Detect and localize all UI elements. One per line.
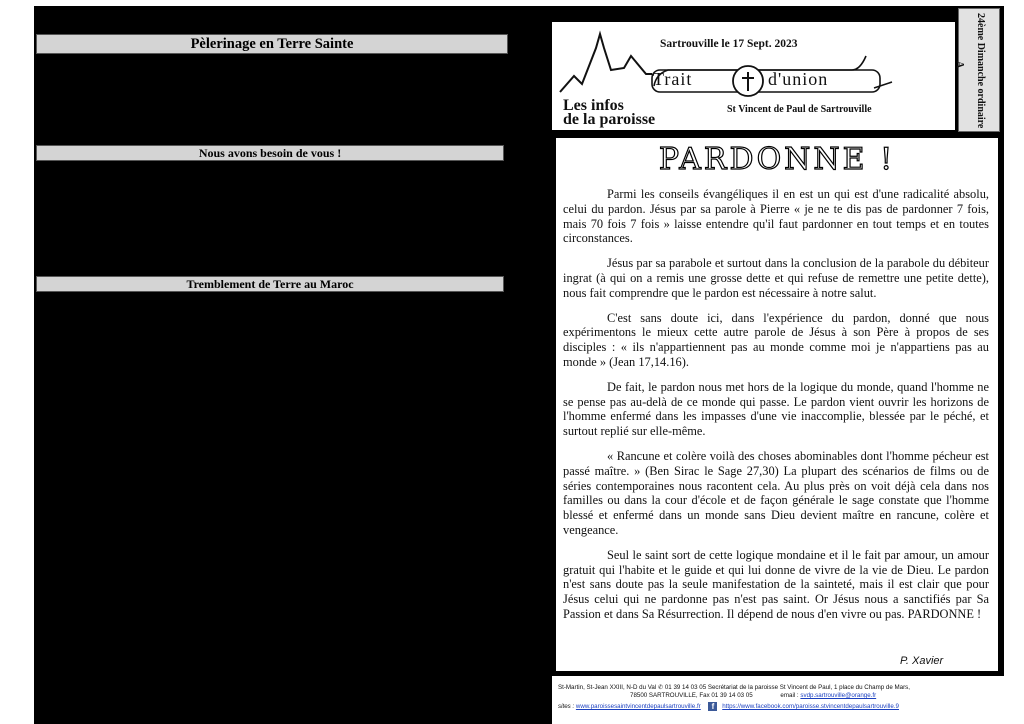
footer-email-label: email : bbox=[780, 692, 799, 699]
issue-date: Sartrouville le 17 Sept. 2023 bbox=[660, 38, 798, 50]
footer-sites-line bbox=[558, 702, 899, 712]
article-paragraph: De fait, le pardon nous met hors de la logique du monde, quand l'homme ne se pense pas au-delà de ce monde qui passe. Le pardon vient ouvrir les horizons de l'homme enfermé dans les impasses d'une vie inaccomplie, blessée par le péché, et surtout replié sur elle-même. bbox=[563, 379, 989, 439]
title-dunion: d'union bbox=[768, 69, 829, 89]
article-body bbox=[563, 187, 989, 632]
subtitle-line1: Les infos bbox=[563, 97, 624, 114]
article-paragraph: Jésus par sa parabole et surtout dans la conclusion de la parabole du débiteur ingrat (à qui on a remis une grosse dette et qui refuse de remettre une petite dette), nous fait comprendre que le pardon est nécessaire à notre salut. bbox=[563, 256, 989, 300]
footer-address-line: St-Martin, St-Jean XXIII, N-D du Val ✆ 01 39 14 03 05 Secrétariat de la paroisse St Vincent de Paul, 1 place du Champ de Mars, bbox=[558, 684, 910, 691]
footer-contact bbox=[552, 676, 1004, 724]
article-paragraph: C'est sans doute ici, dans l'expérience du pardon, donné que nous expérimentons le mieux cette autre parole de Jésus à son Père à propos de ses disciples : « ils n'appartiennent pas au monde comme moi je n'appartiens pas au monde » (Jean 17,14.16). bbox=[563, 310, 989, 369]
title-trait: Trait bbox=[653, 69, 693, 89]
footer-fax: 78500 SARTROUVILLE, Fax 01 39 14 03 05 bbox=[630, 692, 753, 699]
subtitle-line2: de la paroisse bbox=[563, 111, 656, 128]
left-redacted-panel bbox=[34, 6, 550, 724]
facebook-icon: f bbox=[708, 702, 717, 711]
section-title-pilgrimage: Pèlerinage en Terre Sainte bbox=[36, 34, 508, 54]
liturgical-year-letter: A bbox=[954, 61, 965, 69]
sunday-label: 24ème Dimanche ordinaire bbox=[975, 13, 986, 129]
article-paragraph: Seul le saint sort de cette logique mondaine et il le fait par amour, un amour gratuit qui l'habite et le guide et qui lui donne de vivre de la vie de Dieu. Le pardon n'est sans doute pas la seule manifestation de la sainteté, mais il est clair que pour Jésus celui qui ne pardonne pas n'est pas saint. Or Jésus nous a sanctifiés par Sa Passion et dans Sa Résurrection. Il dépend de nous d'en vivre ou pas. PARDONNE ! bbox=[563, 547, 989, 621]
section-title-earthquake: Tremblement de Terre au Maroc bbox=[36, 276, 504, 292]
article-paragraph: « Rancune et colère voilà des choses abominables dont l'homme pécheur est passé maître. » (Ben Sirac le Sage 27,30) La plupart des scénarios de films ou de séries contemporaines nous racontent cela. Au plus près on voit déjà cela dans nos familles ou dans la cour d'école et de façon générale le sage constate que l'homme blessé et enfermé dans un monde sans Dieu devient maître en rancune, colère et vengeance. bbox=[563, 448, 989, 537]
footer-sites-label: sites : bbox=[558, 703, 575, 711]
article-title: PARDONNE ! bbox=[658, 142, 896, 177]
footer-site-link[interactable]: www.paroissesaintvincentdepaulsartrouville.fr bbox=[575, 703, 701, 711]
parish-name: St Vincent de Paul de Sartrouville bbox=[727, 104, 872, 115]
liturgical-sunday-tab bbox=[954, 8, 1000, 132]
footer-fax-line bbox=[630, 692, 876, 701]
footer-email-link[interactable]: svdp.sartrouville@orange.fr bbox=[800, 692, 877, 699]
footer-facebook-link[interactable]: https://www.facebook.com/paroisse.stvincentdepaulsartrouville.9 bbox=[722, 703, 899, 711]
article-signature: P. Xavier bbox=[900, 655, 944, 667]
article-paragraph: Parmi les conseils évangéliques il en est un qui est d'une radicalité absolu, celui du pardon. Jésus par sa parole à Pierre « je ne te dis pas de pardonner 7 fois, mais 70 fois 7 fois » laisse entendre qu'il faut pardonner en tout temps et en toutes circonstances. bbox=[563, 187, 989, 246]
section-title-need-you: Nous avons besoin de vous ! bbox=[36, 145, 504, 161]
